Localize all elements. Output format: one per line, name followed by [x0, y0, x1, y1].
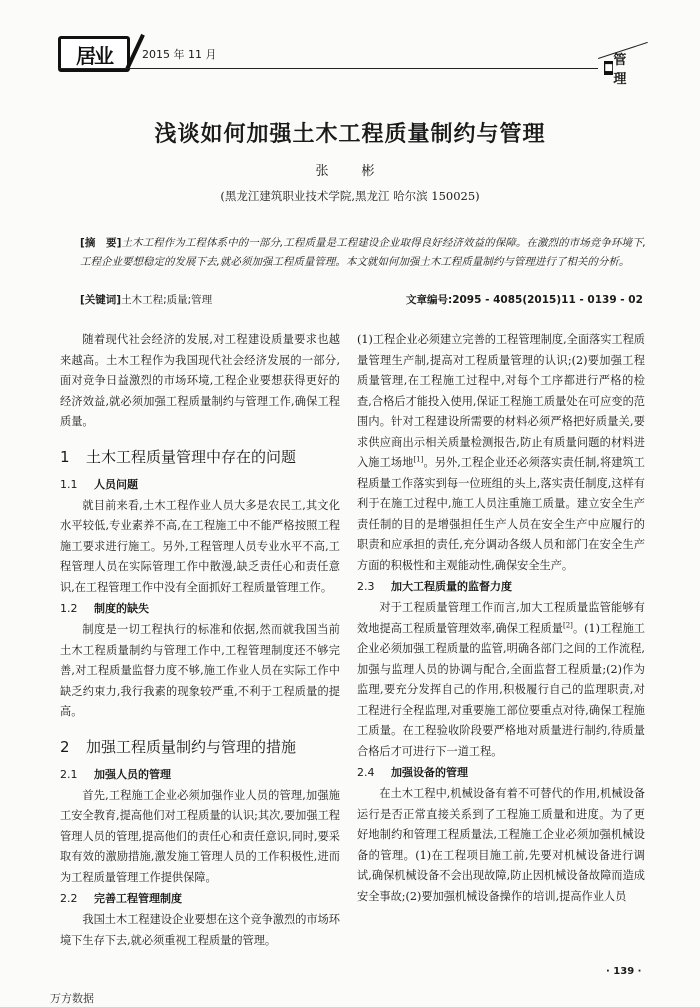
page-number: · 139 ·	[606, 966, 642, 977]
issue-date: 2015 年 11 月	[142, 48, 217, 61]
subsection-1-2-heading	[60, 599, 340, 619]
journal-logo-text: 居业	[76, 43, 112, 68]
subsection-title: 人员问题	[94, 477, 138, 491]
article-number: 文章编号:2095 - 4085(2015)11 - 0139 - 02	[406, 294, 643, 306]
subsection-1-1-heading	[60, 475, 340, 495]
paragraph: 就目前来看,土木工程作业人员大多是农民工,其文化水平较低,专业素养不高,在工程施工中不能严格按照工程施工要求进行施工。另外,工程管理人员专业水平不高,工程管理人员在实际管理工作中散漫,缺乏责任心和责任意识,在工程管理工作中没有全面抓好工程质量管理工作。	[60, 498, 340, 594]
text: 。另外,工程企业还必须落实责任制,将建筑工程质量工作落实到每一位班组的头上,落实责任制度,这样有利于在施工过程中,施工人员注重施工质量。建立安全生产责任制的目的是增强担任生产人员在安全生产中应履行的职责和应承担的责任,充分调动各级人员和部门在安全生产方面的积极性和主观能动性,确保安全生产。	[357, 456, 645, 572]
subsection-2-4-heading	[357, 763, 645, 783]
text: (1)工程企业必须建立完善的工程管理制度,全面落实工程质量管理生产制,提高对工程质量管理的认识;(2)要加强工程质量管理,在工程施工过程中,对每个工序都进行严格的检查,合格后才能投入使用,保证工程施工质量处在可应变的范围内。针对工程建设所需要的材料必须严格把好质量关,要求供应商出示相关质量检测报告,防止有质量问题的材料进入施工场地	[357, 333, 645, 469]
section-mark-icon: ■	[604, 63, 613, 73]
subsection-title: 加大工程质量的监督力度	[391, 580, 512, 593]
intro-paragraph: 随着现代社会经济的发展,对工程建设质量要求也越来越高。土木工程作为我国现代社会经济发展的一部分,面对竞争日益激烈的市场环境,工程企业要想获得更好的经济效益,就必须加强工程质量制约与管理工作,确保工程质量。	[60, 333, 340, 428]
section-number: 1	[60, 447, 70, 466]
text: 。(1)工程施工企业必须加强工程质量的监管,明确各部门之间的工作流程,加强与监理人员的协调与配合,全面监督工程质量;(2)作为监理,要充分发挥自己的作用,积极履行自己的监理职责,对工程进行全程监理,对重要施工部位要重点对待,确保工程施工质量。在工程验收阶段要严格地对质量进行制约,待质量合格后才可进行下一道工程。	[357, 621, 645, 758]
subsection-2-1-heading	[60, 765, 340, 785]
text: 对于工程质量管理工作而言,加大工程质量监管能够有效地提高工程质量管理效率,确保工程质量	[357, 601, 645, 635]
left-column	[60, 330, 340, 951]
section-label: 管理	[613, 53, 637, 87]
subsection-2-2-heading	[60, 889, 340, 909]
subsection-title: 完善工程管理制度	[94, 892, 182, 905]
citation-ref: [1]	[413, 455, 424, 464]
journal-logo	[58, 36, 130, 72]
section-title: 加强工程质量制约与管理的措施	[86, 737, 297, 756]
paragraph: 首先,工程施工企业必须加强作业人员的管理,加强施工安全教育,提高他们对工程质量的认识;其次,要加强工程管理人员的管理,提高他们的责任心和责任意识,同时,要采取有效的激励措施,激发施工管理人员的工作积极性,进而为工程质量管理工作提供保障。	[60, 788, 340, 884]
right-column	[357, 330, 645, 907]
paragraph: 制度是一切工程执行的标准和依据,然而就我国当前土木工程质量制约与管理工作中,工程管理制度还不够完善,对工程质量监督力度不够,施工作业人员在实际工作中缺乏约束力,我行我素的现象较严重,不利于工程质量的提高。	[60, 623, 340, 718]
article-title: 浅谈如何加强土木工程质量制约与管理	[154, 122, 546, 147]
section-number: 2	[60, 737, 70, 756]
subsection-title: 制度的缺失	[94, 602, 149, 615]
subsection-number: 2.3	[357, 580, 375, 593]
section-title: 土木工程质量管理中存在的问题	[86, 447, 297, 466]
author-affiliation: (黑龙江建筑职业技术学院,黑龙江 哈尔滨 150025)	[220, 189, 480, 203]
section-1-heading	[60, 445, 340, 469]
section-tag	[604, 53, 644, 87]
citation-ref: [2]	[562, 620, 573, 629]
section-2-heading	[60, 735, 340, 759]
source-watermark: 万方数据	[50, 992, 94, 1005]
paragraph	[357, 598, 645, 762]
abstract-label: [摘 要]	[80, 237, 122, 249]
keywords	[80, 292, 212, 307]
abstract	[80, 234, 646, 272]
paragraph: 我国土木工程建设企业要想在这个竞争激烈的市场环境下生存下去,就必须重视工程质量的管理。	[60, 913, 340, 947]
subsection-title: 加强人员的管理	[94, 767, 171, 781]
subsection-title: 加强设备的管理	[391, 766, 468, 779]
header-rule	[58, 68, 598, 69]
subsection-number: 2.4	[357, 766, 375, 779]
paragraph: 在土木工程中,机械设备有着不可替代的作用,机械设备运行是否正常直接关系到了工程施工质量和进度。为了更好地制约和管理工程质量法,工程施工企业必须加强机械设备的管理。(1)在工程项目施工前,先要对机械设备进行调试,确保机械设备不会出现故障,防止因机械设备故障而造成安全事故;(2)要加强机械设备操作的培训,提高作业人员	[357, 787, 645, 903]
subsection-number: 1.1	[60, 477, 78, 491]
abstract-text: 土木工程作为工程体系中的一部分,工程质量是工程建设企业取得良好经济效益的保障。在激烈的市场竞争环境下,工程企业要想稳定的发展下去,就必须加强工程质量管理。本文就如何加强土木工程质量制约与管理进行了相关的分析。	[80, 237, 646, 268]
subsection-number: 1.2	[60, 602, 78, 615]
keywords-text: 土木工程;质量;管理	[121, 294, 213, 306]
subsection-number: 2.2	[60, 892, 78, 905]
keywords-label: [关键词]	[80, 294, 122, 306]
subsection-number: 2.1	[60, 767, 78, 781]
paragraph	[357, 330, 645, 576]
article-author: 张 彬	[315, 164, 385, 179]
subsection-2-3-heading	[357, 577, 645, 597]
